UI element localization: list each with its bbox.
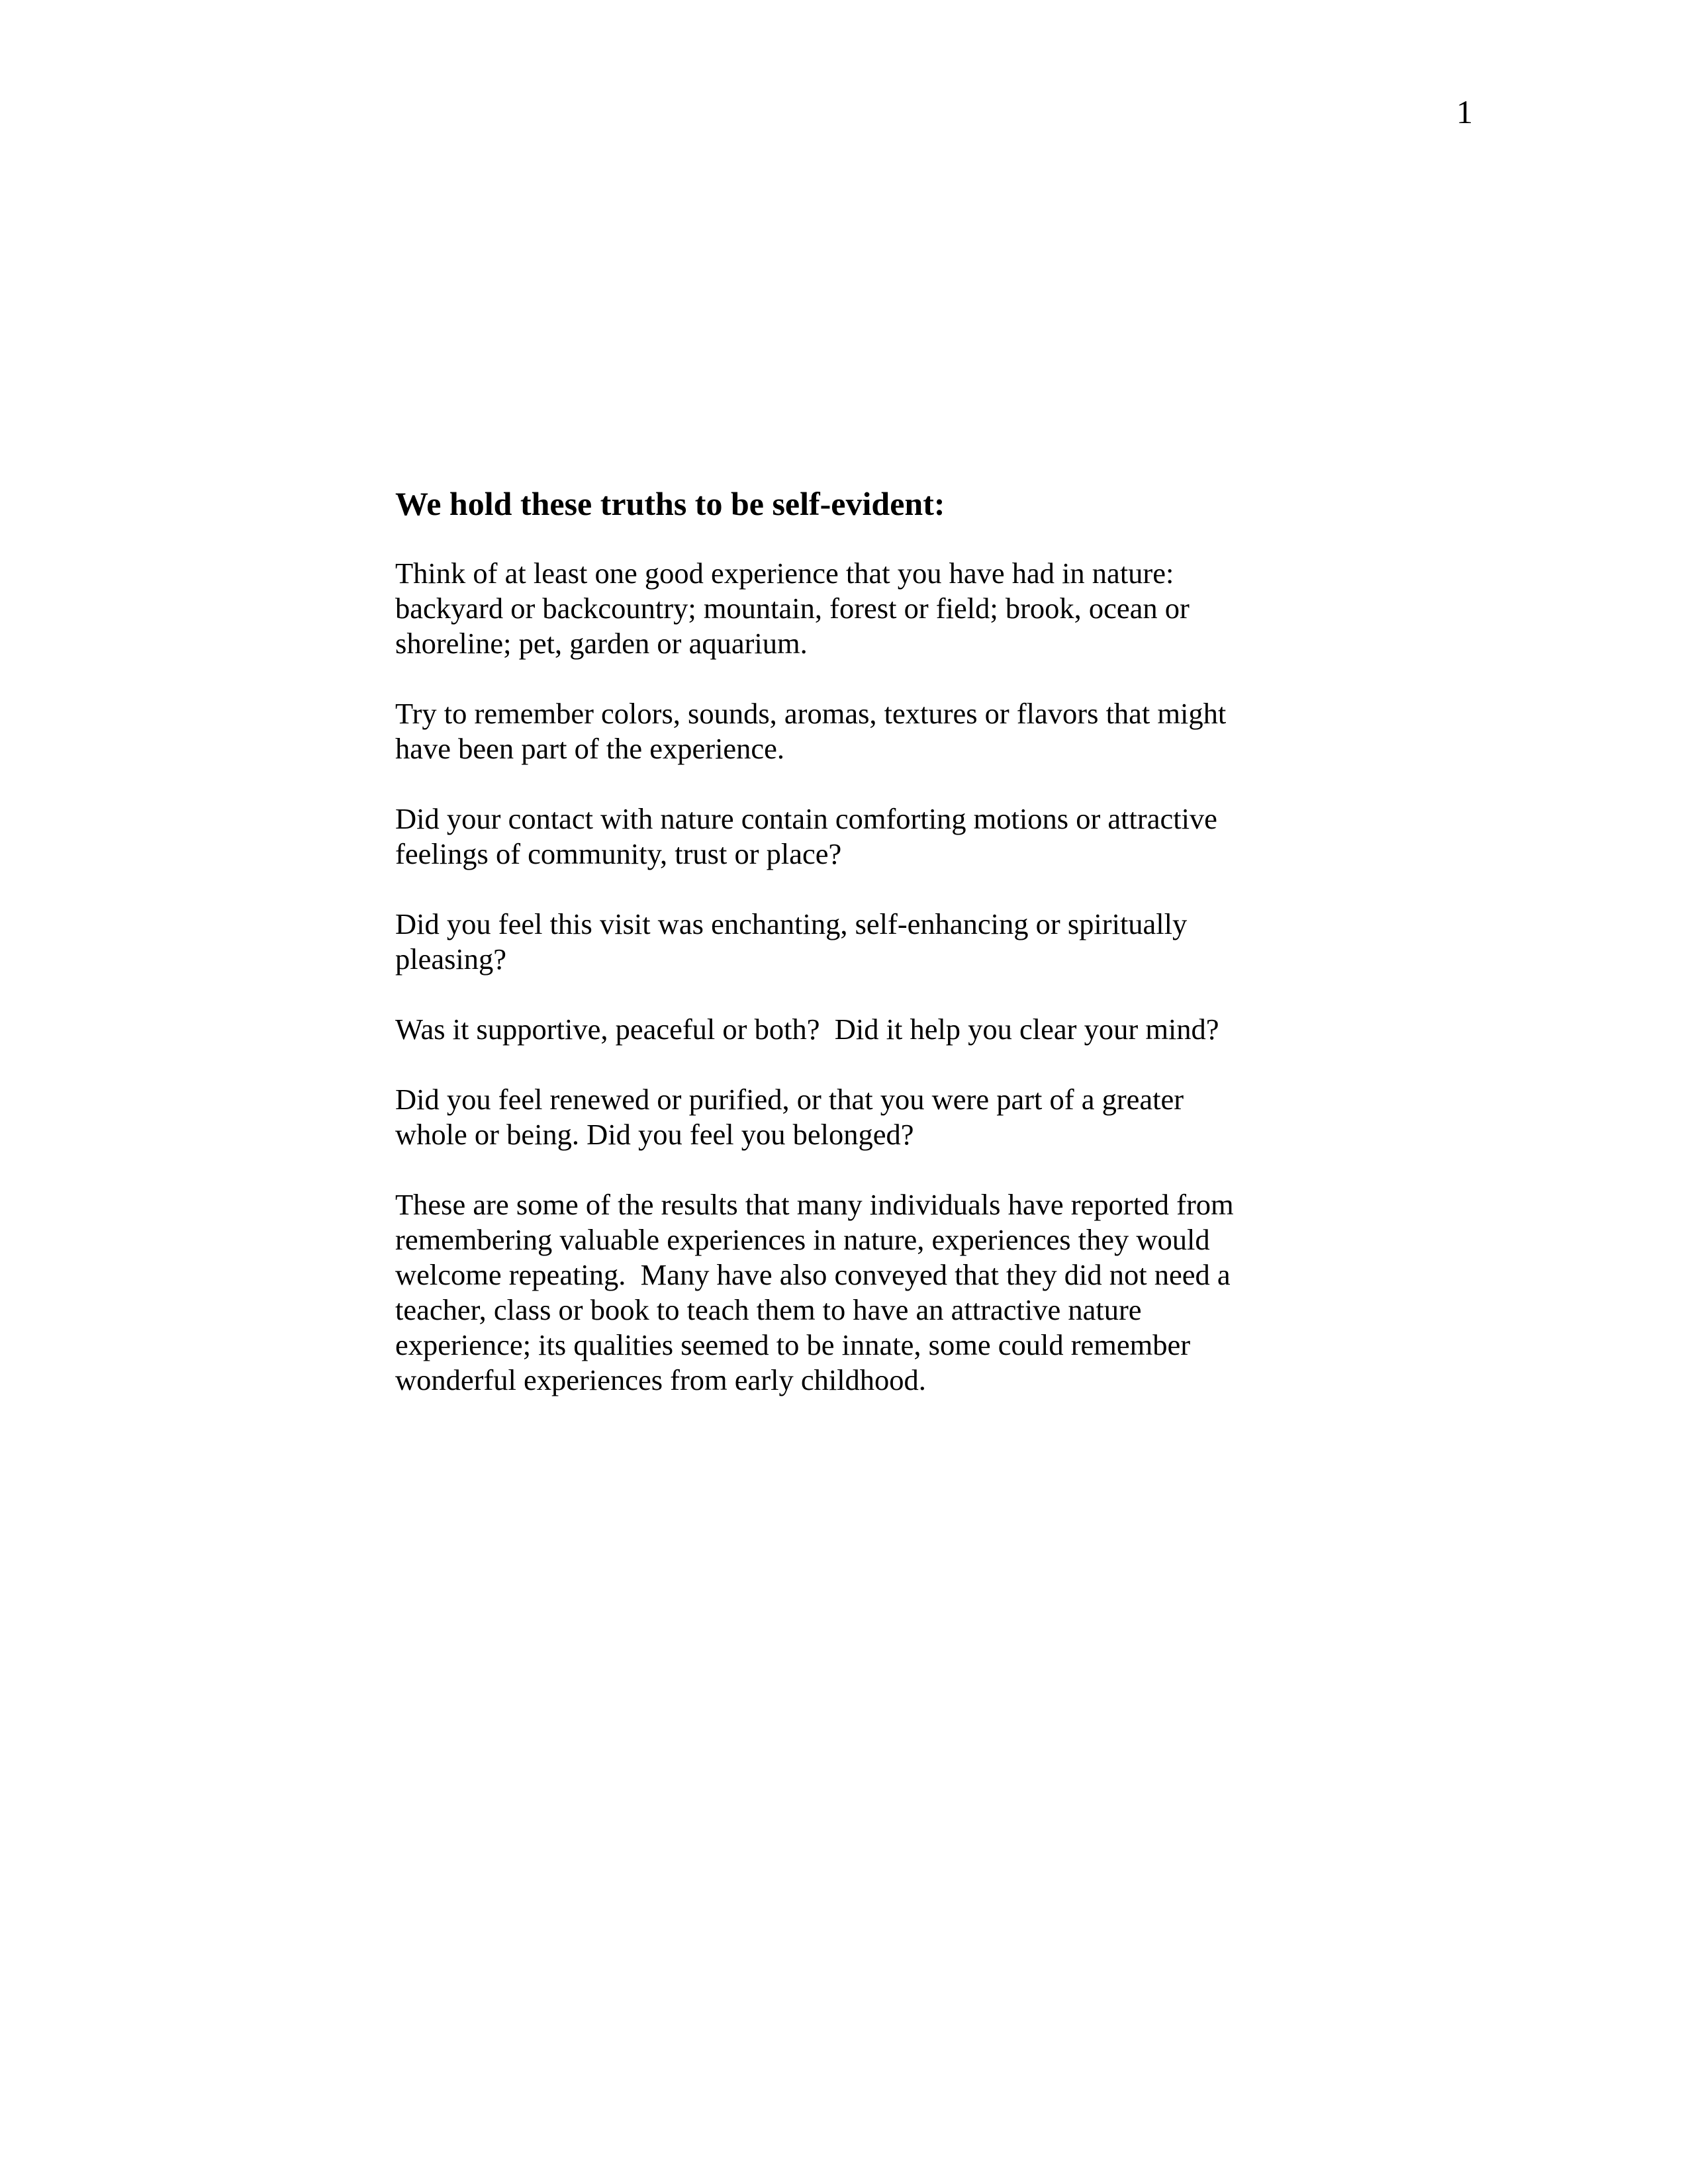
paragraph-line: have been part of the experience. bbox=[395, 732, 785, 765]
paragraph-line: wonderful experiences from early childhood. bbox=[395, 1363, 926, 1396]
paragraph-line: pleasing? bbox=[395, 942, 507, 976]
paragraph-line: remembering valuable experiences in nature, experiences they would bbox=[395, 1223, 1210, 1256]
paragraph-line: backyard or backcountry; mountain, forest or field; brook, ocean or bbox=[395, 592, 1190, 625]
paragraph-line: shoreline; pet, garden or aquarium. bbox=[395, 627, 808, 660]
paragraph-line: feelings of community, trust or place? bbox=[395, 837, 842, 870]
paragraph-enchanting bbox=[395, 907, 1309, 977]
paragraph-senses bbox=[395, 696, 1309, 766]
document-heading: We hold these truths to be self-evident: bbox=[395, 485, 945, 522]
paragraph-line: Try to remember colors, sounds, aromas, textures or flavors that might bbox=[395, 697, 1227, 730]
paragraph-supportive bbox=[395, 1012, 1309, 1047]
paragraph-line: These are some of the results that many individuals have reported from bbox=[395, 1188, 1234, 1221]
paragraph-renewed bbox=[395, 1082, 1309, 1152]
paragraph-line: whole or being. Did you feel you belonged? bbox=[395, 1118, 914, 1151]
paragraph-contact bbox=[395, 801, 1309, 872]
page-number: 1 bbox=[1456, 93, 1473, 130]
paragraph-line: Did you feel this visit was enchanting, self-enhancing or spiritually bbox=[395, 907, 1188, 940]
paragraph-results bbox=[395, 1187, 1309, 1398]
paragraph-line: welcome repeating. Many have also conveyed that they did not need a bbox=[395, 1258, 1231, 1291]
paragraph-nature-experience bbox=[395, 556, 1309, 661]
document-body bbox=[395, 484, 1309, 1433]
paragraph-line: teacher, class or book to teach them to have an attractive nature bbox=[395, 1293, 1142, 1326]
paragraph-line: Did your contact with nature contain comforting motions or attractive bbox=[395, 802, 1217, 835]
paragraph-line: Was it supportive, peaceful or both? Did it help you clear your mind? bbox=[395, 1013, 1219, 1046]
paragraph-line: Did you feel renewed or purified, or that you were part of a greater bbox=[395, 1083, 1184, 1116]
paragraph-line: experience; its qualities seemed to be innate, some could remember bbox=[395, 1328, 1191, 1361]
paragraph-line: Think of at least one good experience that you have had in nature: bbox=[395, 557, 1174, 590]
